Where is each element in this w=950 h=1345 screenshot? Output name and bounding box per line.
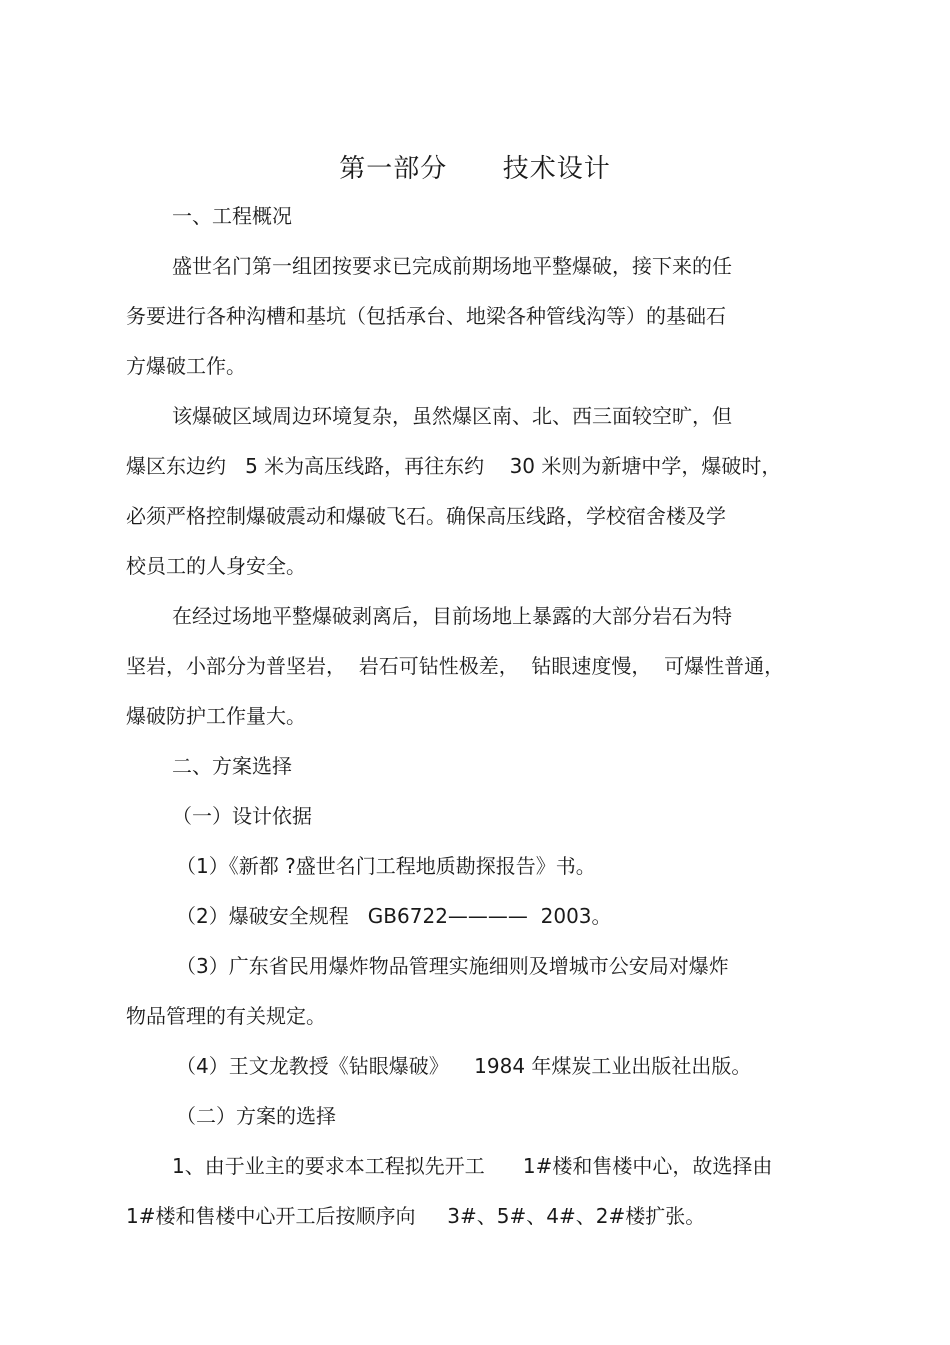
paragraph-line: 爆区东边约 5 米为高压线路，再往东约 30 米则为新塘中学，爆破时， [126, 454, 782, 478]
paragraph-line: 务要进行各种沟槽和基坑（包括承台、地梁各种管线沟等）的基础石 [126, 304, 726, 328]
paragraph-line: 在经过场地平整爆破剥离后，目前场地上暴露的大部分岩石为特 [172, 604, 732, 628]
paragraph-line: 该爆破区域周边环境复杂，虽然爆区南、北、西三面较空旷，但 [172, 404, 732, 428]
paragraph-line: 方爆破工作。 [126, 354, 246, 378]
reference-item: （3）广东省民用爆炸物品管理实施细则及增城市公安局对爆炸 [176, 954, 729, 978]
subsection-heading-basis: （一）设计依据 [172, 804, 312, 828]
page-title: 第一部分 技术设计 [339, 154, 611, 184]
paragraph-line: 必须严格控制爆破震动和爆破飞石。确保高压线路，学校宿舍楼及学 [126, 504, 726, 528]
paragraph-line: 1、由于业主的要求本工程拟先开工 1#楼和售楼中心，故选择由 [172, 1154, 773, 1178]
reference-item: （2）爆破安全规程 GB6722———— 2003。 [176, 904, 612, 928]
reference-item: （1）《新都 ?盛世名门工程地质勘探报告》书。 [176, 854, 596, 878]
paragraph-line: 盛世名门第一组团按要求已完成前期场地平整爆破，接下来的任 [172, 254, 732, 278]
section-heading-plan: 二、方案选择 [172, 754, 292, 778]
reference-item-continued: 物品管理的有关规定。 [126, 1004, 326, 1028]
section-heading-overview: 一、工程概况 [172, 204, 292, 228]
paragraph-line: 1#楼和售楼中心开工后按顺序向 3#、5#、4#、2#楼扩张。 [126, 1204, 706, 1228]
paragraph-line: 爆破防护工作量大。 [126, 704, 306, 728]
paragraph-line: 坚岩，小部分为普坚岩， 岩石可钻性极差， 钻眼速度慢， 可爆性普通， [126, 654, 785, 678]
subsection-heading-selection: （二）方案的选择 [176, 1104, 336, 1128]
reference-item: （4）王文龙教授《钻眼爆破》 1984 年煤炭工业出版社出版。 [176, 1054, 752, 1078]
paragraph-line: 校员工的人身安全。 [126, 554, 306, 578]
